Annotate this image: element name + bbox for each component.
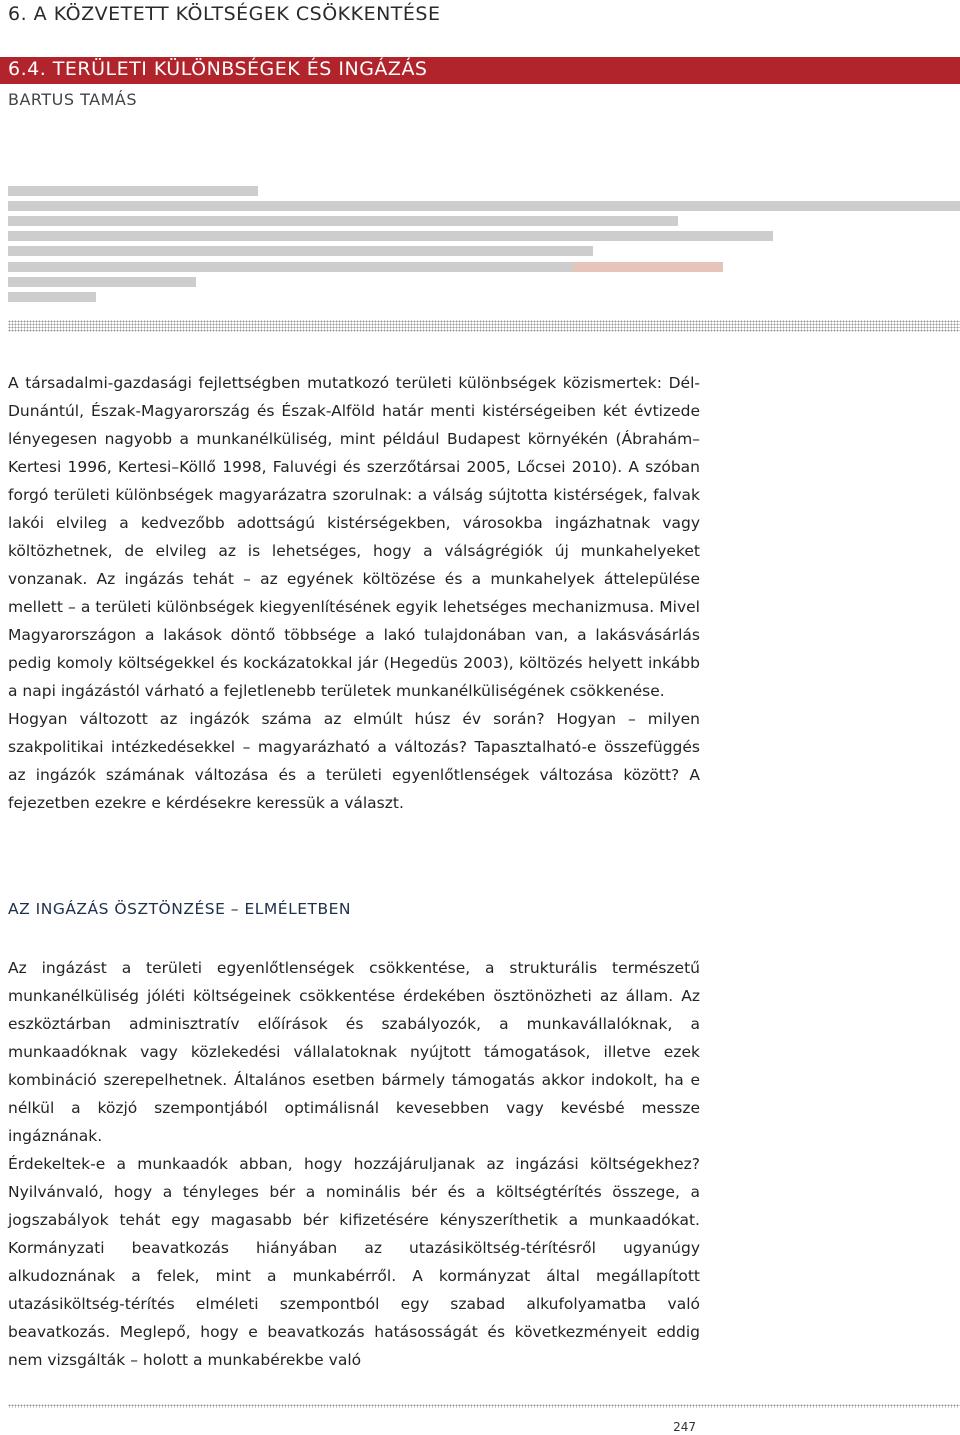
placeholder-line <box>8 277 196 287</box>
placeholder-line <box>8 231 773 241</box>
author-name: BARTUS TAMÁS <box>8 90 137 109</box>
paragraph: Hogyan változott az ingázók száma az elmúlt húsz év során? Hogyan – milyen szakpolitikai intézkedésekkel – magyarázható a változás? Tapasztalható-e összefüggés az ingázók számának változása és a területi egyenlőtlenségek változása között? A fejezetben ezekre e kérdésekre keressük a választ. <box>8 710 700 812</box>
body-text <box>8 954 700 1374</box>
paragraph: Érdekeltek-e a munkaadók abban, hogy hozzájáruljanak az ingázási költségekhez? Nyilvánvaló, hogy a tényleges bér a nominális bér és a költségtérítés összege, a jogszabályok tehát egy magasabb bér kifizetésére kényszeríthetik a munkaadókat. Kormányzati beavatkozás hiányában az utazásiköltség-térítésről ugyanúgy alkudoznának a felek, mint a munkabérről. A kormányzat által megállapított utazásiköltség-térítés elméleti szempontból egy szabad alkufolyamatba való beavatkozás. Meglepő, hogy e beavatkozás hatásosságát és következményeit eddig nem vizsgálták – holott a munkabérekbe való <box>8 1155 700 1369</box>
paragraph: Az ingázást a területi egyenlőtlenségek csökkentése, a strukturális természetű munkanélküliség jóléti költségeinek csökkentése érdekében ösztönözheti az állam. Az eszköztárban adminisztratív előírások és szabályozók, a munkavállalóknak, a munkaadóknak vagy közlekedési vállalatoknak nyújtott támogatások, illetve ezek kombináció szerepelhetnek. Általános esetben bármely támogatás akkor indokolt, ha e nélkül a közjó szempontjából optimálisnál kevesebben vagy kevésbé messze ingáznának. <box>8 959 700 1145</box>
placeholder-line <box>8 186 258 196</box>
intro-text <box>8 369 700 817</box>
section-title: 6.4. TERÜLETI KÜLÖNBSÉGEK ÉS INGÁZÁS <box>8 58 428 80</box>
paragraph: A társadalmi-gazdasági fejlettségben mutatkozó területi különbségek közismertek: Dél-Dunántúl, Észak-Magyarország és Észak-Alföld határ menti kistérségeiben két évtizede lényegesen nagyobb a munkanélküliség, mint például Budapest környékén (Ábrahám–Kertesi 1996, Kertesi–Köllő 1998, Faluvégi és szerzőtársai 2005, Lőcsei 2010). A szóban forgó területi különbségek magyarázatra szorulnak: a válság sújtotta kistérségek, falvak lakói elvileg a kedvezőbb adottságú kistérségekben, városokba ingázhatnak vagy költözhetnek, de elvileg az is lehetséges, hogy a válságrégiók új munkahelyeket vonzanak. Az ingázás tehát – az egyének költözése és a munkahelyek áttelepülése mellett – a területi különbségek kiegyenlítésének egyik lehetséges mechanizmusa. Mivel Magyarországon a lakások döntő többsége a lakó tulajdonában van, a lakásvásárlás pedig komoly költségekkel és kockázatokkal jár (Hegedüs 2003), költözés helyett inkább a napi ingázástól várható a fejletlenebb területek munkanélküliségének csökkenése. <box>8 374 700 700</box>
section-heading: AZ INGÁZÁS ÖSZTÖNZÉSE – ELMÉLETBEN <box>8 900 351 918</box>
dotted-divider <box>8 320 960 332</box>
footer-divider <box>8 1404 960 1408</box>
placeholder-line-highlight <box>573 262 723 272</box>
placeholder-line <box>8 262 573 272</box>
placeholder-line <box>8 201 960 211</box>
placeholder-line <box>8 292 96 302</box>
page-number: 247 <box>673 1420 696 1434</box>
chapter-title: 6. A KÖZVETETT KÖLTSÉGEK CSÖKKENTÉSE <box>8 3 441 25</box>
placeholder-line <box>8 246 593 256</box>
placeholder-line <box>8 216 678 226</box>
